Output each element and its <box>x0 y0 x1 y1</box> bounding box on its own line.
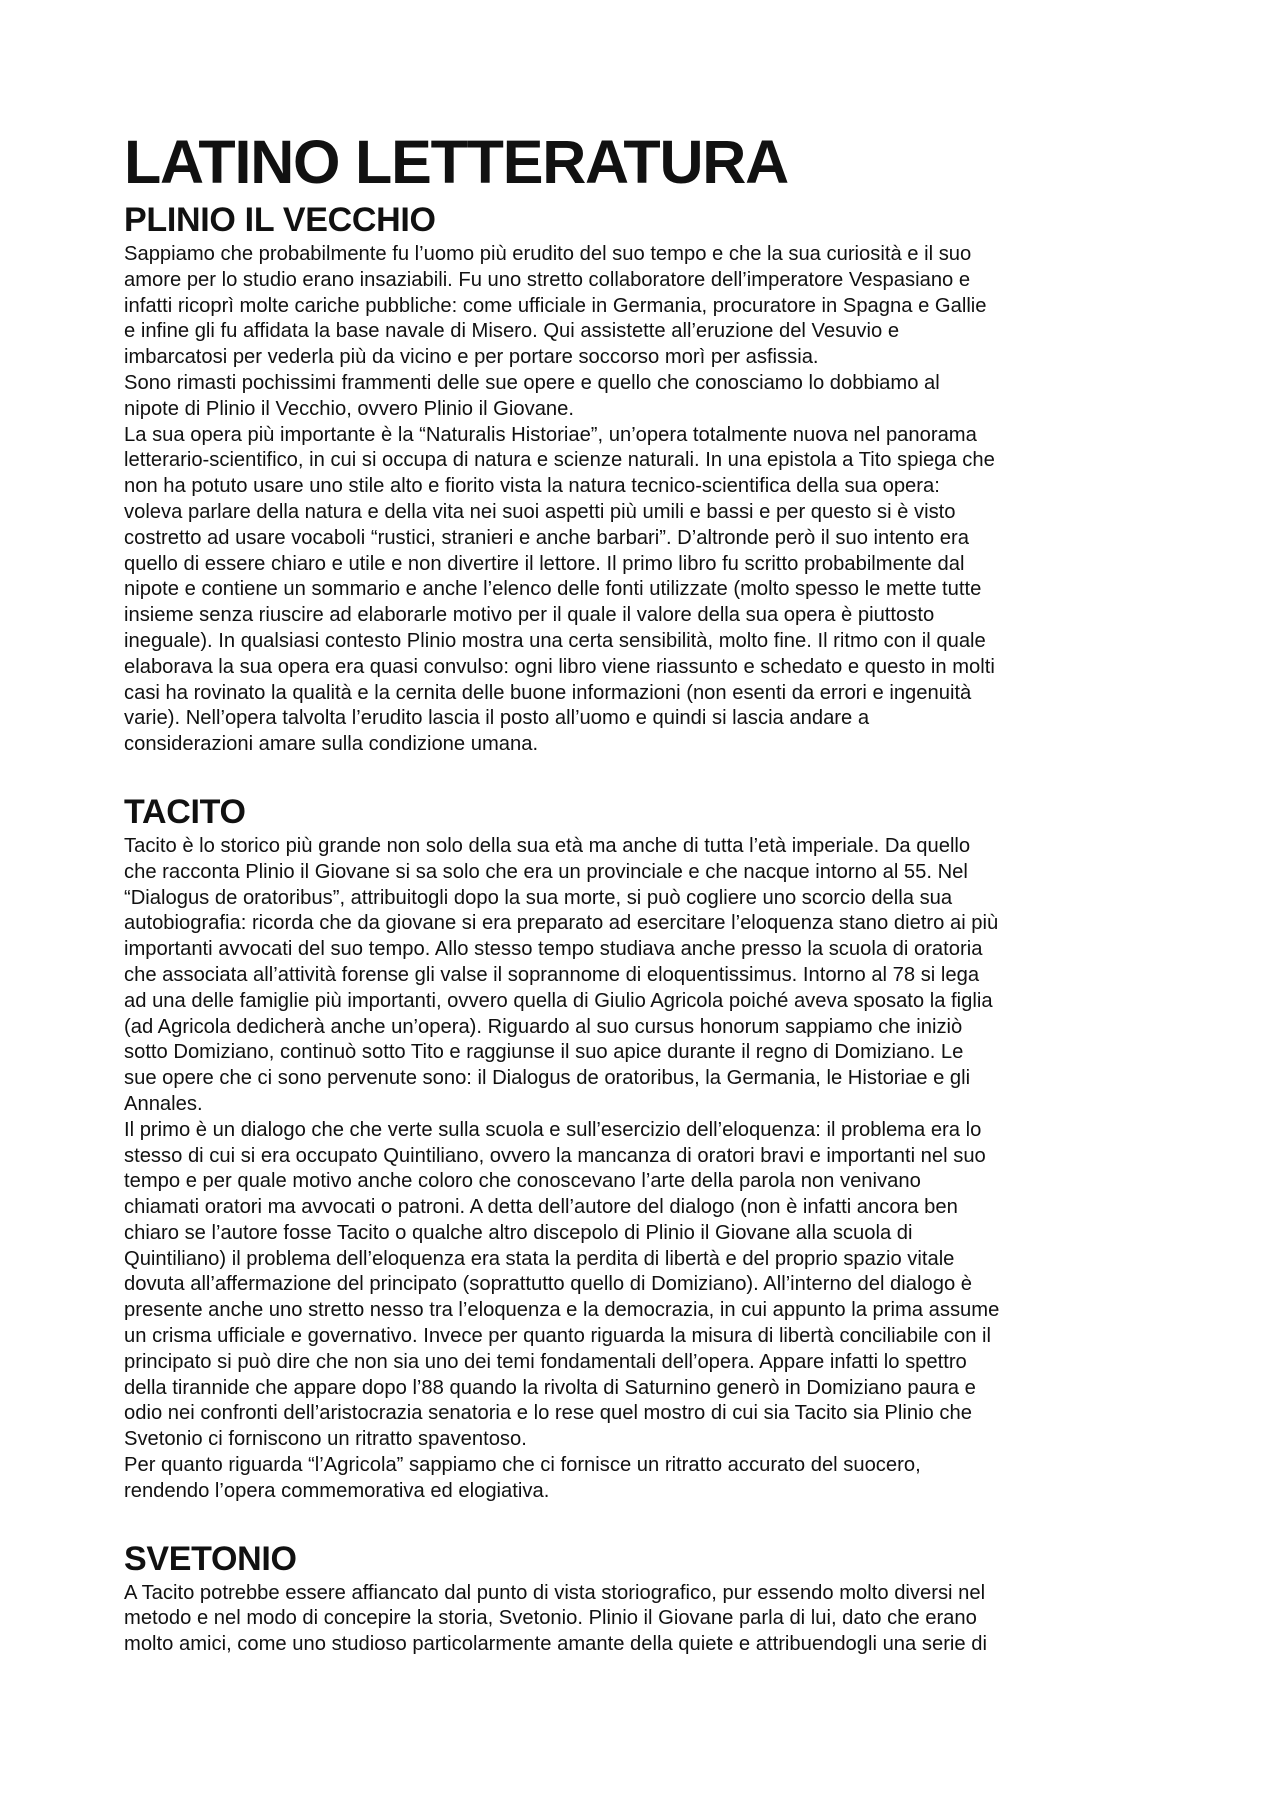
text-line: La sua opera più importante è la “Naturalis Historiae”, un’opera totalmente nuova nel panorama <box>124 423 977 446</box>
text-line: elaborava la sua opera era quasi convulso: ogni libro viene riassunto e schedato e questo in molti <box>124 655 995 678</box>
text-line: un crisma ufficiale e governativo. Invece per quanto riguarda la misura di libertà conciliabile con il <box>124 1325 992 1348</box>
text-line: che racconta Plinio il Giovane si sa solo che era un provinciale e che nacque intorno al 55. Nel <box>124 860 968 883</box>
text-line: varie). Nell’opera talvolta l’erudito lascia il posto all’uomo e quindi si lascia andare a <box>124 707 870 730</box>
text-line: Tacito è lo storico più grande non solo della sua età ma anche di tutta l’età imperiale. Da quello <box>124 834 971 857</box>
section-heading: SVETONIO <box>124 1539 297 1578</box>
text-line: Per quanto riguarda “l’Agricola” sappiamo che ci fornisce un ritratto accurato del suocero, <box>124 1454 921 1477</box>
text-line: voleva parlare della natura e della vita nei suoi aspetti più umili e bassi e per questo si è visto <box>124 500 956 523</box>
text-line: importanti avvocati del suo tempo. Allo stesso tempo studiava anche presso la scuola di oratoria <box>124 938 983 961</box>
text-line: nipote di Plinio il Vecchio, ovvero Plinio il Giovane. <box>124 397 574 420</box>
text-line: della tirannide che appare dopo l’88 quando la rivolta di Saturnino generò in Domiziano paura e <box>124 1376 976 1399</box>
paragraph <box>124 1581 1164 1658</box>
document-page <box>124 126 1164 1658</box>
text-line: dovuta all’affermazione del principato (soprattutto quello di Domiziano). All’interno del dialogo è <box>124 1273 973 1296</box>
text-line: ineguale). In qualsiasi contesto Plinio mostra una certa sensibilità, molto fine. Il ritmo con il quale <box>124 629 986 652</box>
text-line: sotto Domiziano, continuò sotto Tito e raggiunse il suo apice durante il regno di Domiziano. Le <box>124 1041 964 1064</box>
text-line: metodo e nel modo di concepire la storia, Svetonio. Plinio il Giovane parla di lui, dato che erano <box>124 1607 977 1630</box>
section-heading: PLINIO IL VECCHIO <box>124 201 436 239</box>
paragraph <box>124 371 1164 423</box>
paragraph <box>124 242 1164 371</box>
text-line: Sappiamo che probabilmente fu l’uomo più erudito del suo tempo e che la sua curiosità e il suo <box>124 243 972 265</box>
text-line: non ha potuto usare uno stile alto e fiorito vista la natura tecnico-scientifica della sua opera: <box>124 475 940 498</box>
text-line: sue opere che ci sono pervenute sono: il Dialogus de oratoribus, la Germania, le Historiae e gli <box>124 1067 971 1090</box>
paragraph <box>124 834 1164 1118</box>
text-line: molto amici, come uno studioso particolarmente amante della quiete e attribuendogli una serie di <box>124 1633 987 1656</box>
text-line: Svetonio ci forniscono un ritratto spaventoso. <box>124 1428 527 1451</box>
section <box>124 790 1164 1505</box>
text-line: chiamati oratori ma avvocati o patroni. A detta dell’autore del dialogo (non è infatti ancora ben <box>124 1196 958 1219</box>
section-heading: TACITO <box>124 792 246 831</box>
text-line: presente anche uno stretto nesso tra l’eloquenza e la democrazia, in cui appunto la prima assume <box>124 1299 1000 1322</box>
text-line: letterario-scientifico, in cui si occupa di natura e scienze naturali. In una epistola a Tito spiega che <box>124 449 995 472</box>
text-line: Il primo è un dialogo che che verte sulla scuola e sull’esercizio dell’eloquenza: il problema era lo <box>124 1118 982 1141</box>
text-line: amore per lo studio erano insaziabili. Fu uno stretto collaboratore dell’imperatore Vespasiano e <box>124 268 971 291</box>
paragraph <box>124 423 1164 758</box>
section <box>124 198 1164 758</box>
text-line: stesso di cui si era occupato Quintiliano, ovvero la mancanza di oratori bravi e importanti nel suo <box>124 1144 986 1167</box>
text-line: chiaro se l’autore fosse Tacito o qualche altro discepolo di Plinio il Giovane alla scuola di <box>124 1221 913 1244</box>
text-line: Annales. <box>124 1092 203 1115</box>
text-line: costretto ad usare vocaboli “rustici, stranieri e anche barbari”. D’altronde però il suo intento era <box>124 526 969 549</box>
text-line: infatti ricoprì molte cariche pubbliche: come ufficiale in Germania, procuratore in Spagna e Gallie <box>124 294 987 317</box>
text-line: Quintiliano) il problema dell’eloquenza era stata la perdita di libertà e del proprio spazio vitale <box>124 1247 955 1270</box>
paragraph <box>124 1118 1164 1453</box>
text-line: quello di essere chiaro e utile e non divertire il lettore. Il primo libro fu scritto probabilmente dal <box>124 552 965 575</box>
text-line: rendendo l’opera commemorativa ed elogiativa. <box>124 1479 550 1502</box>
text-line: insieme senza riuscire ad elaborarle motivo per il quale il valore della sua opera è piuttosto <box>124 604 935 627</box>
text-line: e infine gli fu affidata la base navale di Misero. Qui assistette all’eruzione del Vesuvio e <box>124 320 900 343</box>
text-line: considerazioni amare sulla condizione umana. <box>124 733 539 756</box>
sections-container <box>124 198 1164 1658</box>
text-line: “Dialogus de oratoribus”, attribuitogli dopo la sua morte, si può cogliere uno scorcio della sua <box>124 886 953 909</box>
text-line: (ad Agricola dedicherà anche un’opera). Riguardo al suo cursus honorum sappiamo che iniziò <box>124 1015 963 1038</box>
text-line: autobiografia: ricorda che da giovane si era preparato ad esercitare l’eloquenza stano dietro ai più <box>124 912 999 935</box>
text-line: casi ha rovinato la qualità e la cernita delle buone informazioni (non esenti da errori e ingenuità <box>124 681 972 704</box>
text-line: Sono rimasti pochissimi frammenti delle sue opere e quello che conosciamo lo dobbiamo al <box>124 371 940 394</box>
text-line: nipote e contiene un sommario e anche l’elenco delle fonti utilizzate (molto spesso le mette tutte <box>124 578 982 601</box>
text-line: imbarcatosi per vederla più da vicino e per portare soccorso morì per asfissia. <box>124 346 819 369</box>
text-line: A Tacito potrebbe essere affiancato dal punto di vista storiografico, pur essendo molto diversi nel <box>124 1581 986 1604</box>
text-line: che associata all’attività forense gli valse il soprannome di eloquentissimus. Intorno al 78 si lega <box>124 963 980 986</box>
paragraph <box>124 1453 1164 1505</box>
section <box>124 1537 1164 1658</box>
text-line: ad una delle famiglie più importanti, ovvero quella di Giulio Agricola poiché aveva sposato la figlia <box>124 989 993 1012</box>
text-line: odio nei confronti dell’aristocrazia senatoria e lo rese quel mostro di cui sia Tacito sia Plinio che <box>124 1402 972 1425</box>
text-line: tempo e per quale motivo anche coloro che conoscevano l’arte della parola non venivano <box>124 1170 921 1193</box>
text-line: principato si può dire che non sia uno dei temi fondamentali dell’opera. Appare infatti lo spettro <box>124 1350 967 1373</box>
document-title: LATINO LETTERATURA <box>124 128 788 196</box>
